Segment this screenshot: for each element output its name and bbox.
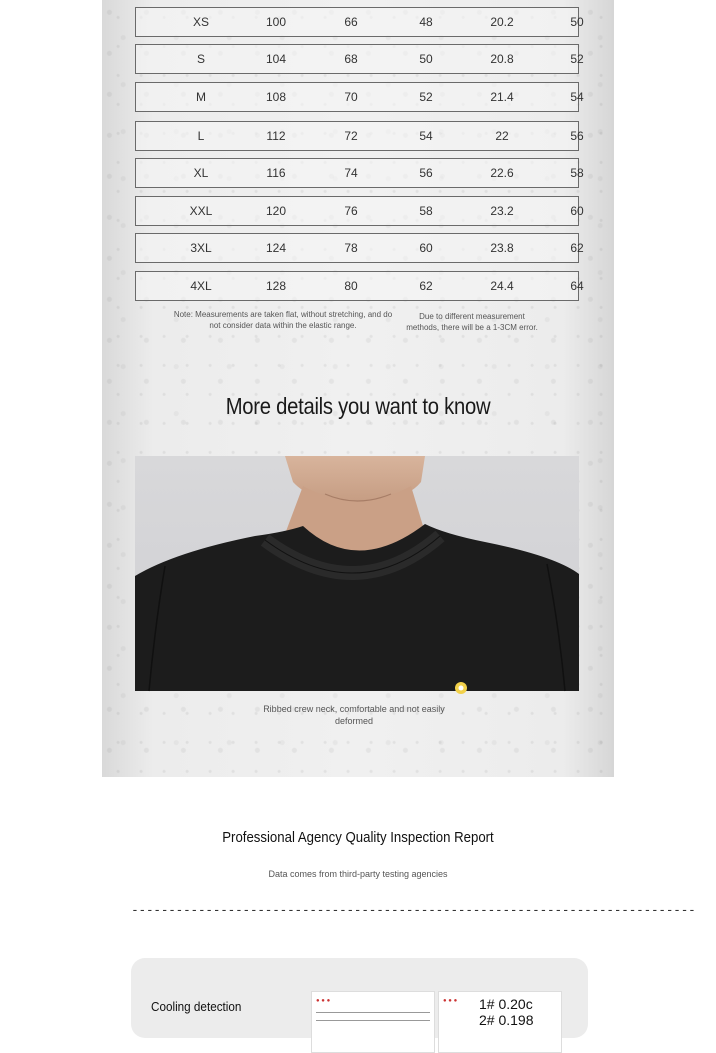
size-label: L bbox=[197, 129, 205, 143]
card-label: Cooling detection bbox=[151, 999, 242, 1014]
size-value: 108 bbox=[265, 90, 287, 104]
size-row-xl bbox=[135, 158, 584, 188]
size-value: 124 bbox=[265, 241, 287, 255]
measurement-note: Note: Measurements are taken flat, without stretching, and do not consider data within the elastic range. bbox=[173, 310, 393, 330]
size-row-l bbox=[135, 121, 584, 151]
size-value: 21.4 bbox=[490, 90, 514, 104]
size-value: 68 bbox=[344, 52, 358, 66]
section-divider: ---------------------------------------------------------------------------- bbox=[131, 903, 696, 918]
size-value: 78 bbox=[344, 241, 358, 255]
size-value: 112 bbox=[266, 129, 286, 143]
size-label: XS bbox=[192, 15, 210, 29]
neck-caption: Ribbed crew neck, comfortable and not easily deformed bbox=[263, 704, 445, 726]
size-value: 58 bbox=[570, 166, 584, 180]
size-value: 70 bbox=[344, 90, 358, 104]
size-value: 50 bbox=[419, 52, 433, 66]
size-value: 66 bbox=[344, 15, 358, 29]
size-value: 58 bbox=[419, 204, 433, 218]
size-value: 56 bbox=[419, 166, 433, 180]
size-value: 54 bbox=[570, 90, 584, 104]
size-row-m bbox=[135, 82, 584, 112]
size-value: 22.6 bbox=[490, 166, 514, 180]
size-value: 52 bbox=[570, 52, 584, 66]
size-value: 62 bbox=[570, 241, 584, 255]
size-value: 54 bbox=[419, 129, 433, 143]
size-label: 3XL bbox=[190, 241, 212, 255]
size-value: 24.4 bbox=[490, 279, 514, 293]
report-subtitle: Data comes from third-party testing agencies bbox=[268, 869, 448, 879]
size-value: 22 bbox=[495, 129, 509, 143]
size-value: 20.8 bbox=[490, 52, 514, 66]
size-value: 72 bbox=[344, 129, 358, 143]
model-wearing-shirt-image bbox=[135, 456, 579, 691]
size-value: 23.2 bbox=[490, 204, 514, 218]
size-value: 20.2 bbox=[490, 15, 514, 29]
size-label: XL bbox=[193, 166, 209, 180]
size-row-s bbox=[135, 44, 584, 74]
cooling-value-1: 1# 0.20c bbox=[479, 996, 533, 1012]
size-value: 52 bbox=[419, 90, 433, 104]
size-row-3xl bbox=[135, 233, 584, 263]
crew-neck-photo bbox=[135, 456, 579, 691]
size-value: 80 bbox=[344, 279, 358, 293]
inspection-certificate-image bbox=[438, 991, 562, 1053]
size-value: 120 bbox=[265, 204, 287, 218]
size-row-xs bbox=[135, 7, 584, 37]
size-label: M bbox=[196, 90, 206, 104]
size-value: 74 bbox=[344, 166, 358, 180]
size-value: 56 bbox=[570, 129, 584, 143]
agency-logos-icon: ● ● ● bbox=[443, 998, 458, 1004]
size-value: 116 bbox=[266, 166, 286, 180]
size-value: 128 bbox=[265, 279, 287, 293]
size-value: 100 bbox=[265, 15, 287, 29]
agency-logos-icon: ● ● ● bbox=[316, 998, 331, 1004]
size-label: S bbox=[196, 52, 206, 66]
size-value: 23.8 bbox=[490, 241, 514, 255]
size-value: 50 bbox=[570, 15, 584, 29]
size-value: 62 bbox=[419, 279, 433, 293]
size-value: 60 bbox=[570, 204, 584, 218]
size-value: 48 bbox=[419, 15, 433, 29]
size-value: 76 bbox=[344, 204, 358, 218]
size-value: 104 bbox=[265, 52, 287, 66]
cooling-values bbox=[479, 996, 534, 1028]
cooling-detection-card bbox=[131, 958, 588, 1038]
details-heading: More details you want to know bbox=[225, 393, 491, 419]
size-row-xxl bbox=[135, 196, 584, 226]
report-title: Professional Agency Quality Inspection Report bbox=[222, 829, 494, 846]
inspection-certificate-image bbox=[311, 991, 435, 1053]
size-value: 60 bbox=[419, 241, 433, 255]
size-value: 64 bbox=[570, 279, 584, 293]
size-row-4xl bbox=[135, 271, 584, 301]
size-label: 4XL bbox=[190, 279, 212, 293]
size-label: XXL bbox=[189, 204, 213, 218]
size-chart-panel bbox=[102, 0, 614, 777]
error-note: Due to different measurement methods, there will be a 1-3CM error. bbox=[406, 312, 538, 332]
cooling-value-2: 2# 0.198 bbox=[479, 1012, 534, 1028]
